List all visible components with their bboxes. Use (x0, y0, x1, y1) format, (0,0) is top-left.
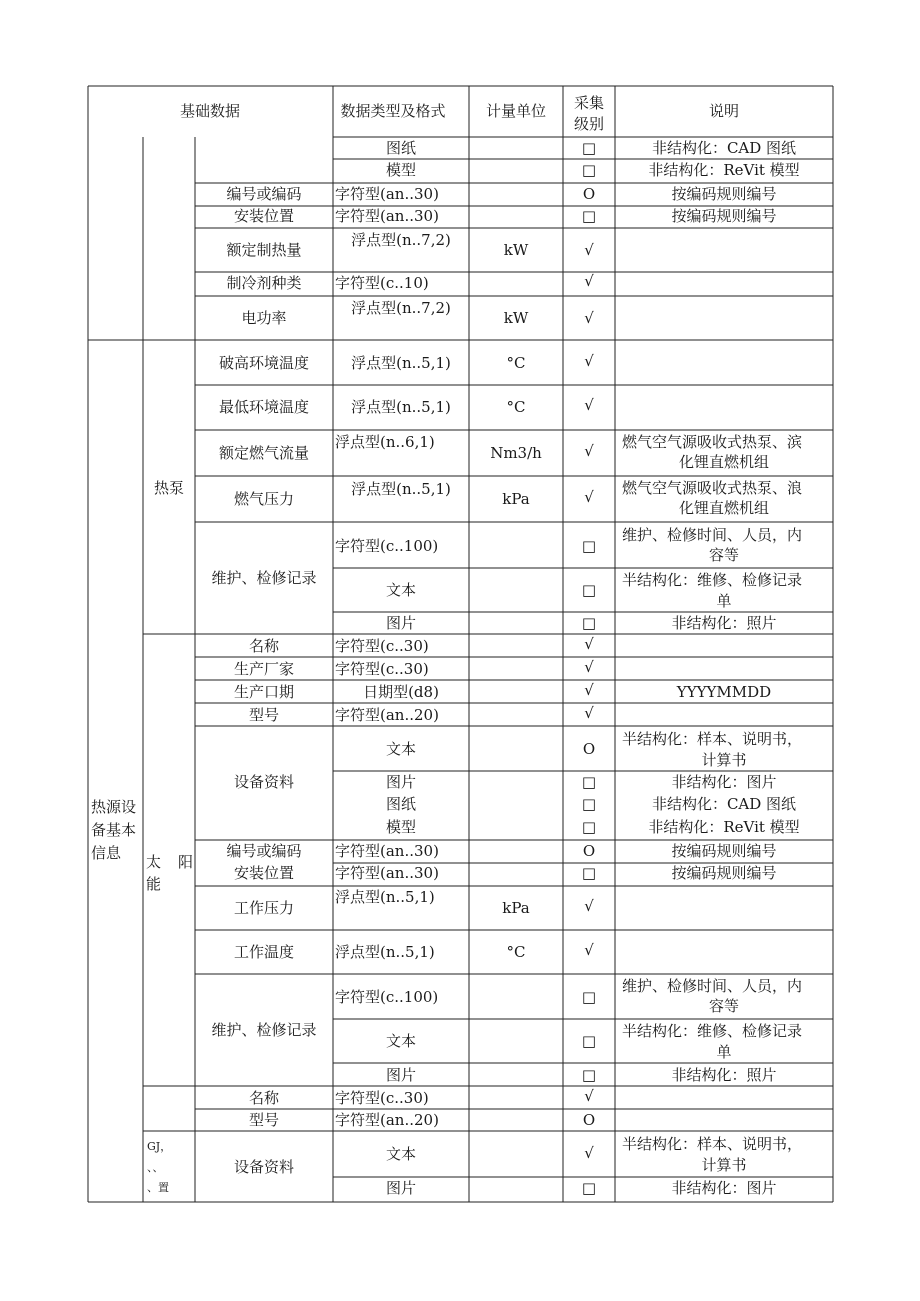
cell-level: O (582, 185, 596, 203)
cell-type: 图纸 (385, 795, 417, 813)
header-data-type: 数据类型及格式 (340, 102, 446, 120)
cell-type: 图片 (385, 614, 417, 632)
cell-remark: 非结构化：照片 (671, 1066, 777, 1084)
cell-remark: 燃气空气源吸收式热泵、滨 (622, 433, 803, 451)
cell-type: 浮点型(n..5,1) (351, 480, 451, 498)
cell-unit: °C (506, 354, 526, 372)
cell-unit: kW (503, 309, 529, 327)
cell-name: 工作温度 (233, 943, 295, 961)
cell-level: □ (581, 864, 597, 882)
cell-remark: 半结构化：维修、检修记录 (622, 571, 803, 589)
cell-unit: Nm3/h (490, 444, 542, 462)
cell-level: √ (584, 442, 594, 460)
group-solar-2: 能 (146, 875, 162, 893)
cell-type: 图纸 (385, 139, 417, 157)
header-basic-data: 基础数据 (179, 102, 241, 120)
cell-type: 图片 (385, 1179, 417, 1197)
cell-level: √ (584, 704, 594, 722)
category-label-1: 热源设 (91, 798, 137, 816)
cell-level: □ (581, 1066, 597, 1084)
header-unit: 计量单位 (485, 102, 547, 120)
cell-name: 设备资料 (233, 773, 295, 791)
cell-type: 字符型(an..30) (335, 207, 439, 225)
cell-name: 型号 (248, 706, 280, 724)
cell-level: □ (581, 818, 597, 836)
cell-level: √ (584, 1087, 594, 1105)
cell-unit: °C (506, 398, 526, 416)
category-label-3: 信息 (91, 844, 122, 862)
category-label-2: 备基本 (91, 821, 137, 839)
cell-name: 额定燃气流量 (218, 444, 310, 462)
cell-remark: 按编码规则编号 (671, 842, 777, 860)
cell-name: 生产厂家 (233, 660, 295, 678)
cell-name: 编号或编码 (226, 185, 302, 203)
cell-remark: 非结构化：照片 (671, 614, 777, 632)
cell-type: 字符型(an..30) (335, 842, 439, 860)
cell-type: 字符型(c..100) (335, 537, 439, 555)
cell-level: □ (581, 207, 597, 225)
cell-name: 安装位置 (233, 207, 295, 225)
cell-level: □ (581, 581, 597, 599)
cell-type: 模型 (385, 161, 417, 179)
cell-remark: 非结构化：图片 (671, 1179, 777, 1197)
cell-level: O (582, 1111, 596, 1129)
cell-type: 图片 (385, 1066, 417, 1084)
header-level-2: 级别 (573, 115, 605, 133)
cell-type: 图片 (385, 773, 417, 791)
cell-level: √ (584, 1144, 594, 1162)
cell-name: 安装位置 (233, 864, 295, 882)
cell-level: O (582, 842, 596, 860)
cell-type: 字符型(an..20) (335, 1111, 439, 1129)
cell-type: 浮点型(n..5,1) (335, 888, 435, 906)
cell-remark: 非结构化：ReVit 模型 (648, 161, 800, 179)
cell-remark: 非结构化：图片 (671, 773, 777, 791)
cell-type: 字符型(c..10) (335, 274, 429, 292)
cell-type: 字符型(c..100) (335, 988, 439, 1006)
cell-type: 浮点型(n..5,1) (351, 398, 451, 416)
cell-remark: 非结构化：CAD 图纸 (651, 795, 797, 813)
cell-level: □ (581, 139, 597, 157)
cell-name: 电功率 (241, 309, 287, 327)
cell-name: 额定制热量 (226, 241, 302, 259)
cell-type: 浮点型(n..5,1) (335, 943, 435, 961)
cell-remark: 按编码规则编号 (671, 207, 777, 225)
cell-name: 型号 (248, 1111, 280, 1129)
cell-type: 文本 (385, 581, 417, 599)
cell-level: □ (581, 773, 597, 791)
cell-type: 浮点型(n..5,1) (351, 354, 451, 372)
cell-type: 浮点型(n..6,1) (335, 433, 435, 451)
cell-name: 制冷剂种类 (226, 274, 302, 292)
cell-type: 字符型(an..30) (335, 864, 439, 882)
cell-name: 维护、检修记录 (211, 569, 317, 587)
group-fragment-2: 、、 (147, 1161, 164, 1174)
cell-unit: kPa (502, 899, 530, 917)
cell-remark: 半结构化：样本、说明书， (622, 1135, 803, 1153)
cell-name: 破高环境温度 (218, 354, 310, 372)
cell-remark: 单 (716, 592, 732, 610)
cell-type: 字符型(c..30) (335, 1089, 429, 1107)
cell-remark: 非结构化：CAD 图纸 (651, 139, 797, 157)
cell-remark: 非结构化：ReVit 模型 (648, 818, 800, 836)
cell-level: √ (584, 941, 594, 959)
cell-remark: 半结构化：样本、说明书， (622, 730, 803, 748)
cell-level: √ (584, 241, 594, 259)
cell-remark: 按编码规则编号 (671, 864, 777, 882)
cell-remark: 化锂直燃机组 (678, 499, 770, 517)
cell-remark: 单 (716, 1043, 732, 1061)
cell-unit: kPa (502, 490, 530, 508)
cell-type: 字符型(an..30) (335, 185, 439, 203)
cell-remark: 半结构化：维修、检修记录 (622, 1022, 803, 1040)
cell-remark: 容等 (708, 546, 740, 564)
cell-remark: YYYYMMDD (676, 683, 772, 701)
group-fragment-1: GJ， (147, 1140, 172, 1153)
cell-type: 浮点型(n..7,2) (351, 231, 451, 249)
cell-name: 维护、检修记录 (211, 1021, 317, 1039)
cell-remark: 化锂直燃机组 (678, 453, 770, 471)
group-fragment-3: 、置 (147, 1181, 169, 1194)
cell-type: 文本 (385, 1145, 417, 1163)
cell-name: 名称 (248, 637, 280, 655)
cell-level: √ (584, 488, 594, 506)
cell-type: 文本 (385, 1032, 417, 1050)
cell-name: 工作压力 (233, 899, 295, 917)
cell-remark: 燃气空气源吸收式热泵、浪 (622, 479, 803, 497)
cell-name: 名称 (248, 1089, 280, 1107)
cell-name: 生产口期 (233, 683, 295, 701)
cell-level: √ (584, 681, 594, 699)
cell-name: 最低环境温度 (218, 398, 310, 416)
cell-remark: 维护、检修时间、人员，内 (622, 526, 803, 544)
cell-remark: 容等 (708, 997, 740, 1015)
group-solar-1: 太 (146, 853, 162, 871)
header-level-1: 采集 (573, 94, 605, 112)
cell-level: □ (581, 795, 597, 813)
cell-level: √ (584, 635, 594, 653)
cell-remark: 按编码规则编号 (671, 185, 777, 203)
header-remark: 说明 (708, 102, 740, 120)
cell-remark: 计算书 (701, 1156, 747, 1174)
cell-name: 编号或编码 (226, 842, 302, 860)
cell-remark: 计算书 (701, 751, 747, 769)
cell-level: √ (584, 658, 594, 676)
cell-unit: kW (503, 241, 529, 259)
cell-level: O (582, 740, 596, 758)
cell-type: 模型 (385, 818, 417, 836)
cell-type: 字符型(an..20) (335, 706, 439, 724)
group-solar-1b: 阳 (178, 853, 194, 871)
cell-level: √ (584, 309, 594, 327)
cell-name: 燃气压力 (233, 490, 295, 508)
cell-level: □ (581, 614, 597, 632)
cell-unit: °C (506, 943, 526, 961)
cell-type: 日期型(d8) (363, 683, 439, 701)
cell-type: 字符型(c..30) (335, 660, 429, 678)
group-heat-pump: 热泵 (153, 479, 185, 497)
cell-level: □ (581, 537, 597, 555)
cell-type: 浮点型(n..7,2) (351, 299, 451, 317)
cell-type: 字符型(c..30) (335, 637, 429, 655)
cell-level: □ (581, 161, 597, 179)
cell-level: □ (581, 988, 597, 1006)
cell-remark: 维护、检修时间、人员，内 (622, 977, 803, 995)
cell-level: □ (581, 1179, 597, 1197)
cell-level: □ (581, 1032, 597, 1050)
cell-name: 设备资料 (233, 1158, 295, 1176)
cell-level: √ (584, 272, 594, 290)
cell-level: √ (584, 396, 594, 414)
cell-level: √ (584, 352, 594, 370)
cell-type: 文本 (385, 740, 417, 758)
cell-level: √ (584, 897, 594, 915)
